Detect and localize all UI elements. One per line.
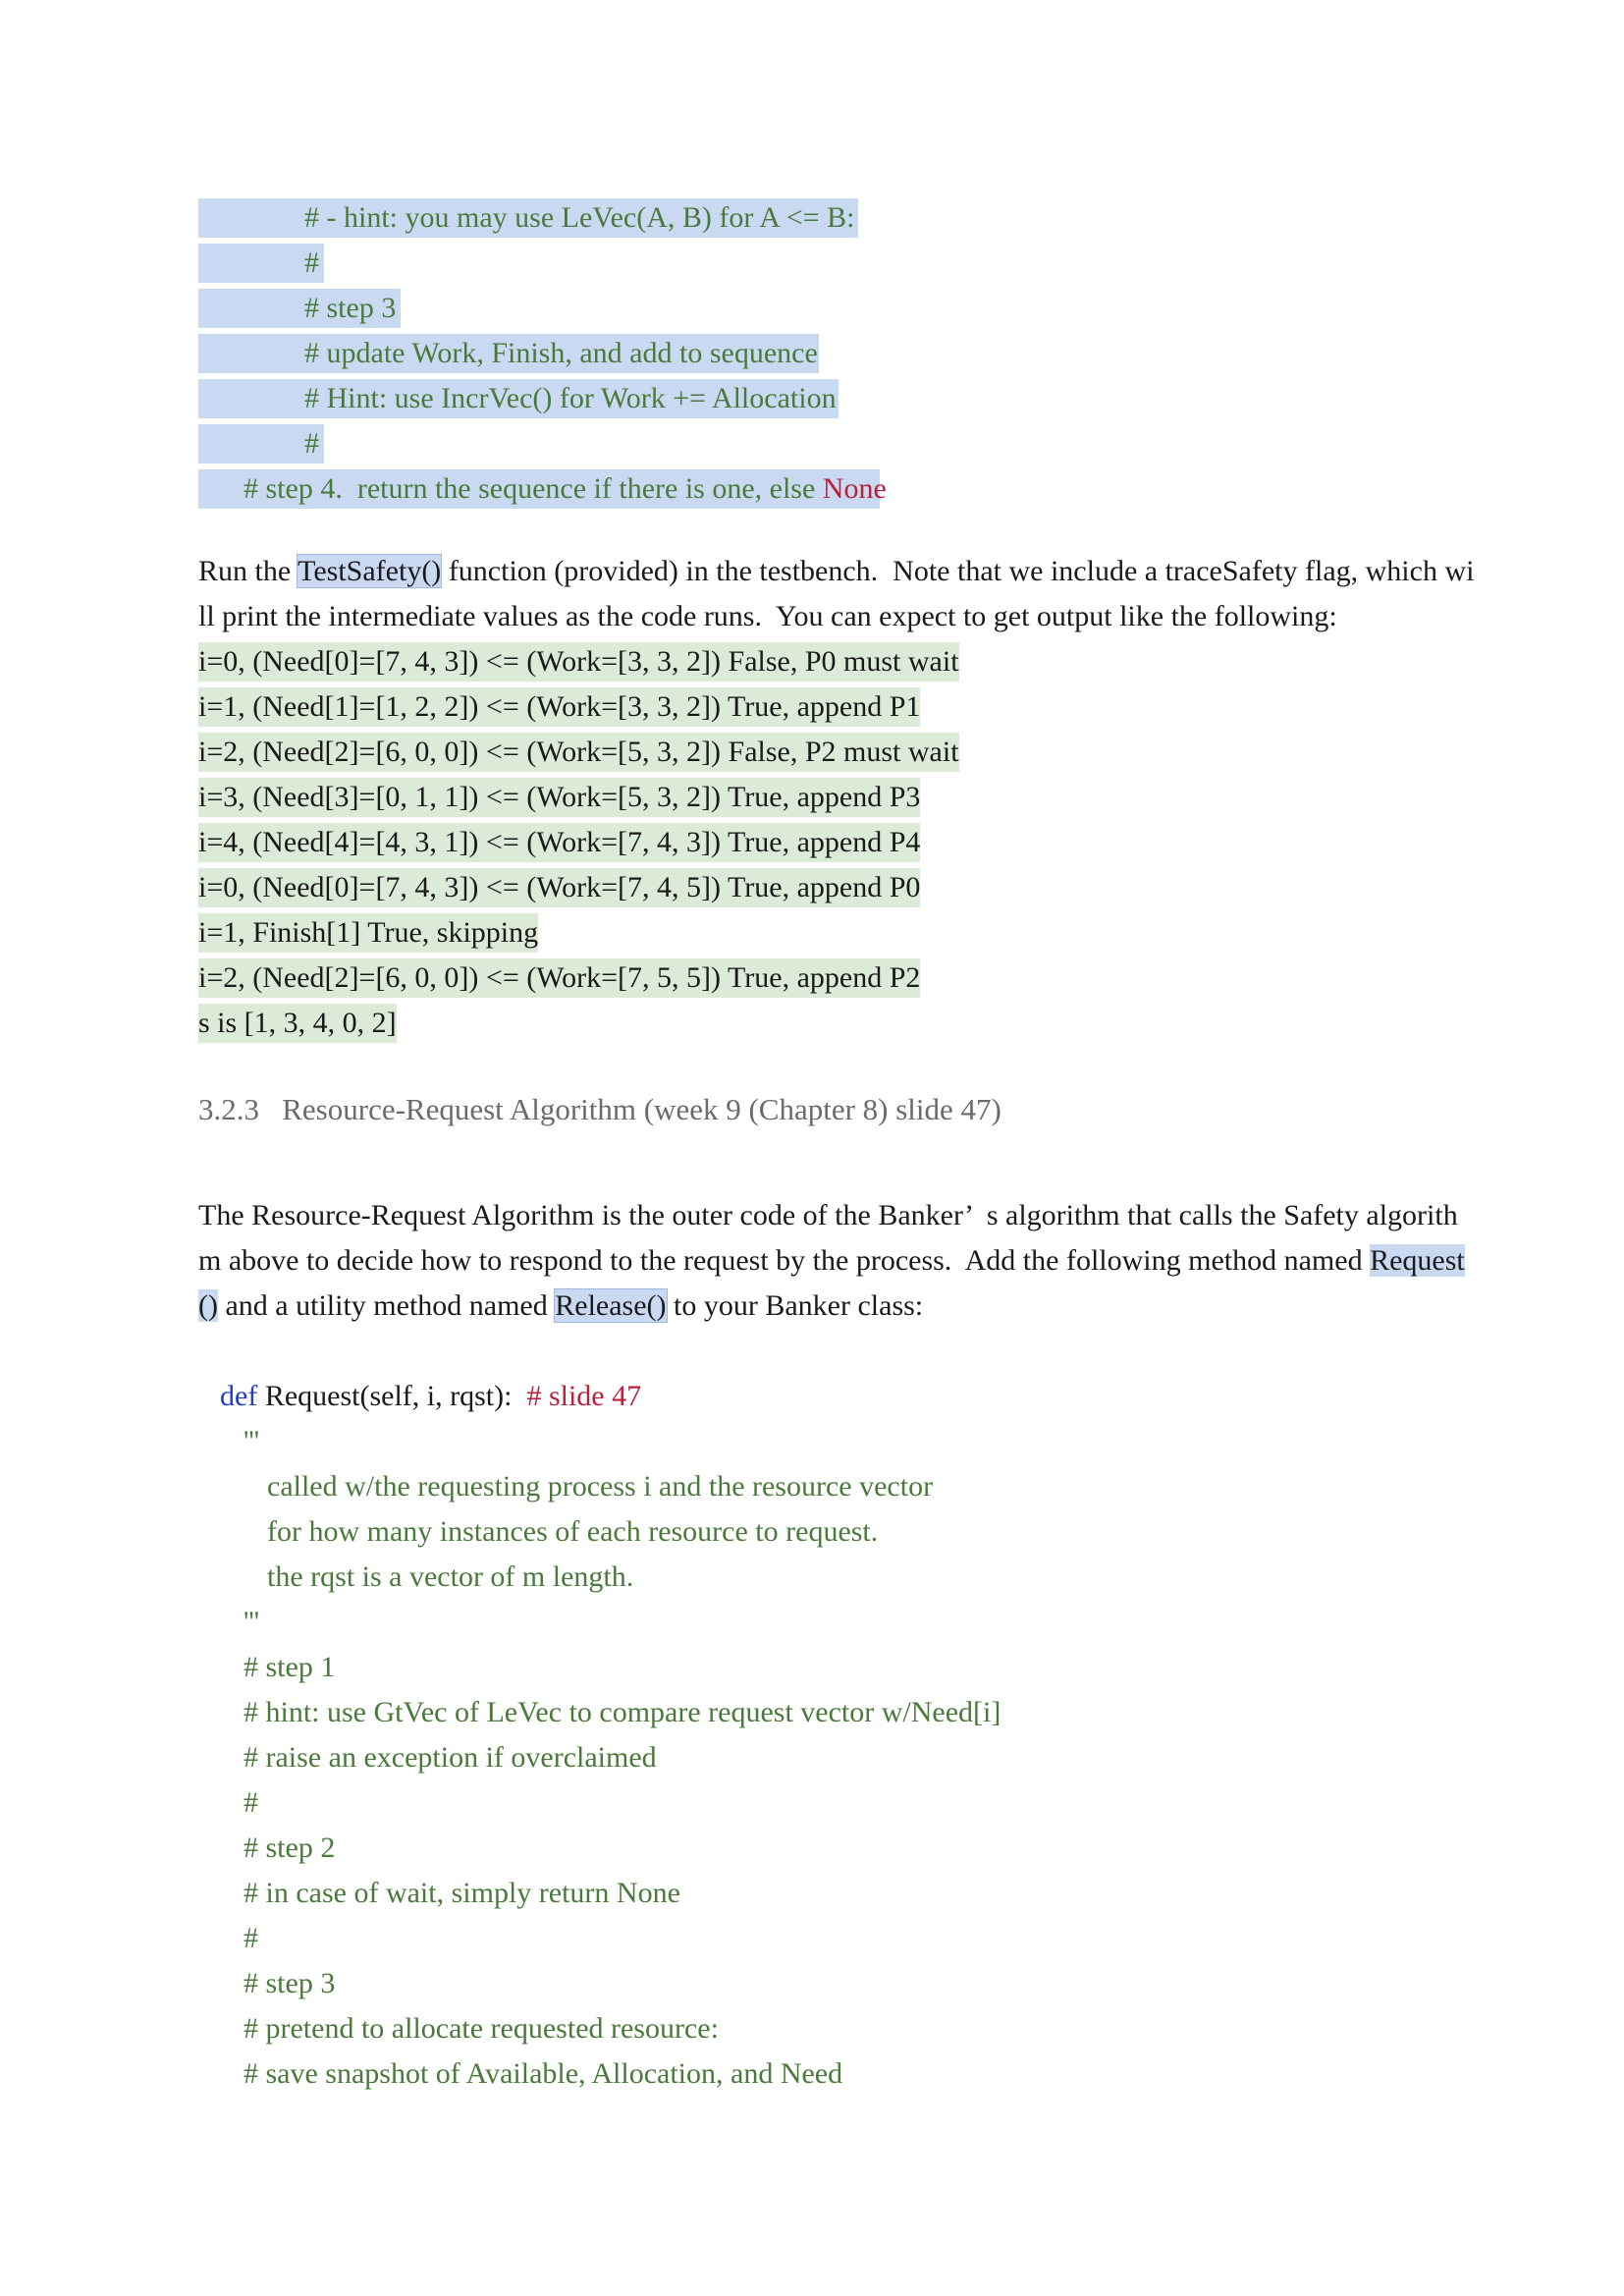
code-line: # (198, 244, 324, 283)
paragraph-line (198, 552, 1474, 591)
docstring-line: the rqst is a vector of m length. (267, 1560, 634, 1593)
docstring-line: called w/the requesting process i and the resource vector (267, 1470, 934, 1503)
request-parens-highlight: () (198, 1289, 218, 1322)
code-line: # Hint: use IncrVec() for Work += Allocation (198, 379, 839, 418)
text-run: to your Banker class: (666, 1289, 924, 1322)
output-line: i=0, (Need[0]=[7, 4, 3]) <= (Work=[3, 3, 2]) False, P0 must wait (198, 642, 959, 682)
output-line: i=1, (Need[1]=[1, 2, 2]) <= (Work=[3, 3, 2]) True, append P1 (198, 687, 920, 727)
code-line: # hint: use GtVec of LeVec to compare request vector w/Need[i] (244, 1696, 1001, 1728)
code-line: # - hint: you may use LeVec(A, B) for A <= B: (198, 198, 858, 238)
paragraph-line: ll print the intermediate values as the code runs. You can expect to get output like the following: (198, 600, 1337, 632)
code-line-step4 (198, 469, 887, 509)
text-run: m above to decide how to respond to the request by the process. Add the following method named (198, 1244, 1371, 1277)
paragraph-line (198, 1286, 923, 1326)
step4-comment: # step 4. return the sequence if there is one, else (244, 472, 823, 505)
text-run: function (provided) in the testbench. Note that we include a traceSafety flag, which wi (441, 555, 1475, 587)
output-line: i=1, Finish[1] True, skipping (198, 913, 538, 953)
output-line: i=2, (Need[2]=[6, 0, 0]) <= (Work=[5, 3, 2]) False, P2 must wait (198, 733, 959, 772)
text-run: Run the (198, 555, 298, 587)
code-line: # raise an exception if overclaimed (244, 1741, 657, 1774)
release-highlight: Release() (555, 1289, 667, 1322)
docstring-quote: ''' (244, 1425, 260, 1457)
section-heading: 3.2.3 Resource-Request Algorithm (week 9 (Chapter 8) slide 47) (198, 1092, 1001, 1126)
output-line: i=2, (Need[2]=[6, 0, 0]) <= (Work=[7, 5, 5]) True, append P2 (198, 958, 920, 998)
output-line: i=3, (Need[3]=[0, 1, 1]) <= (Work=[5, 3, 2]) True, append P3 (198, 778, 920, 817)
code-def-line (220, 1377, 641, 1416)
docstring-line: for how many instances of each resource to request. (267, 1515, 879, 1548)
output-line: s is [1, 3, 4, 0, 2] (198, 1004, 397, 1043)
code-line: # step 3 (244, 1967, 336, 1999)
code-line: # step 1 (244, 1651, 336, 1683)
def-keyword: def (220, 1380, 258, 1412)
code-line: # step 3 (198, 289, 401, 328)
testsafety-highlight: TestSafety() (298, 555, 442, 587)
none-keyword: None (822, 472, 887, 505)
code-line: # (244, 1922, 258, 1954)
output-line: i=4, (Need[4]=[4, 3, 1]) <= (Work=[7, 4, 3]) True, append P4 (198, 823, 920, 862)
text-run: and a utility method named (217, 1289, 556, 1322)
paragraph-line: The Resource-Request Algorithm is the outer code of the Banker’ s algorithm that calls the Safety algorith (198, 1199, 1458, 1231)
output-line: i=0, (Need[0]=[7, 4, 3]) <= (Work=[7, 4, 5]) True, append P0 (198, 868, 920, 907)
slide-comment: # slide 47 (526, 1380, 642, 1412)
code-line: # (198, 424, 324, 464)
docstring-quote: ''' (244, 1606, 260, 1638)
code-line: # step 2 (244, 1831, 336, 1864)
request-highlight: Request (1370, 1244, 1465, 1277)
paragraph-line (198, 1241, 1465, 1281)
code-line: # (244, 1786, 258, 1819)
code-line: # save snapshot of Available, Allocation, and Need (244, 2057, 843, 2090)
code-line: # pretend to allocate requested resource: (244, 2012, 719, 2045)
function-signature: Request(self, i, rqst): (257, 1380, 527, 1412)
code-line: # update Work, Finish, and add to sequence (198, 334, 819, 373)
code-line: # in case of wait, simply return None (244, 1877, 680, 1909)
